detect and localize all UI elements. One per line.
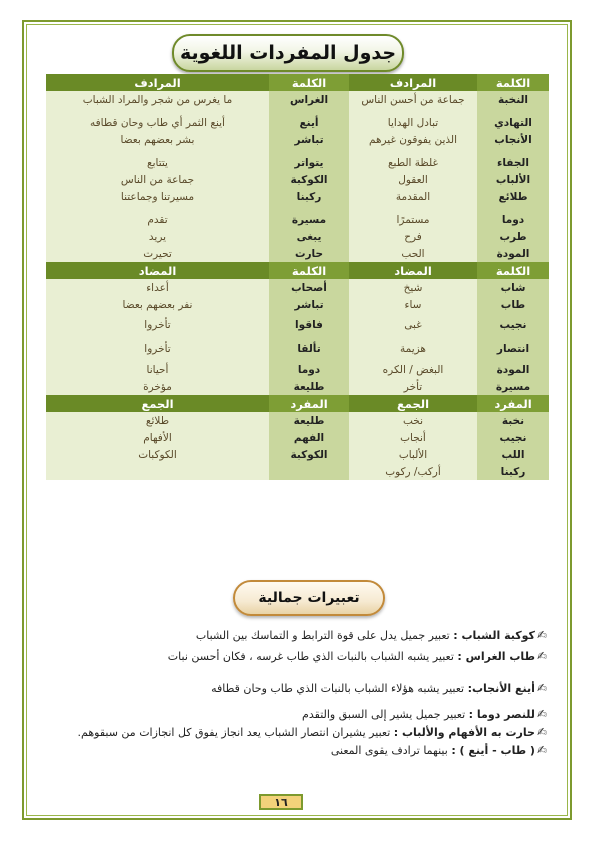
meaning-cell: طلائع — [46, 412, 269, 429]
table-row — [46, 91, 549, 108]
meaning-cell: تأخر — [349, 378, 477, 395]
table-row — [46, 131, 549, 148]
meaning-cell: العقول — [349, 171, 477, 188]
header-meaning: الجمع — [46, 395, 269, 412]
meaning-cell: تقدم — [46, 211, 269, 228]
meaning-cell: الألباب — [349, 446, 477, 463]
pen-icon: ✍ — [536, 681, 547, 695]
table-row — [46, 463, 549, 480]
pen-icon: ✍ — [536, 743, 547, 757]
meaning-cell: مسيرتنا وجماعتنا — [46, 188, 269, 205]
header-meaning: الجمع — [349, 395, 477, 412]
table-row — [46, 228, 549, 245]
header-word: الكلمة — [477, 262, 549, 279]
meaning-cell: بشر بعضهم بعضا — [46, 131, 269, 148]
word-cell: النخبة — [477, 91, 549, 108]
word-cell: فاقوا — [269, 313, 349, 337]
header-meaning: المرادف — [46, 74, 269, 91]
expression-term: حارت به الأفهام والألباب : — [393, 726, 535, 739]
table-row — [46, 171, 549, 188]
word-cell: ركبنا — [477, 463, 549, 480]
word-cell: اللب — [477, 446, 549, 463]
page-title: جدول المفردات اللغوية — [172, 34, 404, 72]
meaning-cell: غبى — [349, 313, 477, 337]
pen-icon: ✍ — [536, 707, 547, 721]
table-row — [46, 412, 549, 429]
meaning-cell: أينع الثمر أي طاب وحان قطافه — [46, 114, 269, 131]
expression-text: تعبير يشبه الشباب بالنبات الذي طاب غرسه ، فكان أحسن نبات — [167, 650, 458, 663]
expression-term: كوكبة الشباب : — [453, 629, 535, 642]
expression-item — [196, 628, 547, 642]
word-cell: تألقا — [269, 337, 349, 361]
meaning-cell: تحيرت — [46, 245, 269, 262]
meaning-cell: هزيمة — [349, 337, 477, 361]
word-cell: نجيب — [477, 313, 549, 337]
word-cell: مسيرة — [477, 378, 549, 395]
word-cell: الأنجاب — [477, 131, 549, 148]
meaning-cell: أنجاب — [349, 429, 477, 446]
meaning-cell: يريد — [46, 228, 269, 245]
table-row — [46, 279, 549, 296]
meaning-cell: المقدمة — [349, 188, 477, 205]
word-cell: دوما — [477, 211, 549, 228]
word-cell: الجفاء — [477, 154, 549, 171]
table-row — [46, 313, 549, 337]
meaning-cell: تأخروا — [46, 313, 269, 337]
word-cell: يتواتر — [269, 154, 349, 171]
word-cell: أصحاب — [269, 279, 349, 296]
word-cell: التهادي — [477, 114, 549, 131]
meaning-cell: نفر بعضهم بعضا — [46, 296, 269, 313]
word-cell: الكوكبة — [269, 171, 349, 188]
word-cell: المودة — [477, 361, 549, 378]
header-meaning: المضاد — [349, 262, 477, 279]
meaning-cell: أحيانا — [46, 361, 269, 378]
meaning-cell: ما يغرس من شجر والمراد الشباب — [46, 91, 269, 108]
word-cell: طلائع — [477, 188, 549, 205]
table-header-row — [46, 262, 549, 279]
meaning-cell: البغض / الكره — [349, 361, 477, 378]
word-cell: طليعة — [269, 412, 349, 429]
table-row — [46, 378, 549, 395]
expression-term: أينع الأنجاب: — [467, 682, 535, 695]
expression-text: بينهما ترادف يقوى المعنى — [330, 744, 452, 757]
table-row — [46, 446, 549, 463]
header-word: المفرد — [477, 395, 549, 412]
table-header-row — [46, 395, 549, 412]
word-cell: مسيرة — [269, 211, 349, 228]
word-cell: دوما — [269, 361, 349, 378]
expression-text: تعبير جميل يدل على قوة الترابط و التماسك بين الشباب — [195, 629, 454, 642]
word-cell — [269, 463, 349, 480]
word-cell: تباشر — [269, 131, 349, 148]
word-cell: طليعة — [269, 378, 349, 395]
meaning-cell: الذين يفوقون غيرهم — [349, 131, 477, 148]
word-cell: الفهم — [269, 429, 349, 446]
meaning-cell: يتتابع — [46, 154, 269, 171]
word-cell: المودة — [477, 245, 549, 262]
word-cell: طرب — [477, 228, 549, 245]
word-cell: نجيب — [477, 429, 549, 446]
table-header-row — [46, 74, 549, 91]
expression-item — [211, 681, 547, 695]
meaning-cell: جماعة من أحسن الناس — [349, 91, 477, 108]
expression-text: تعبير يشيران انتصار الشباب يعد انجاز يفوق كل انجازات من سبقوهم. — [77, 726, 394, 739]
header-word: الكلمة — [477, 74, 549, 91]
pen-icon: ✍ — [536, 649, 547, 663]
table-row — [46, 429, 549, 446]
expression-term: ( طاب - أينع ) : — [451, 744, 535, 757]
word-cell: شاب — [477, 279, 549, 296]
meaning-cell: تأخروا — [46, 337, 269, 361]
table-row — [46, 114, 549, 131]
word-cell: أينع — [269, 114, 349, 131]
pen-icon: ✍ — [536, 628, 547, 642]
meaning-cell: نخب — [349, 412, 477, 429]
word-cell: الألباب — [477, 171, 549, 188]
expression-item — [78, 725, 547, 739]
meaning-cell: الأفهام — [46, 429, 269, 446]
table-row — [46, 296, 549, 313]
header-word: الكلمة — [269, 262, 349, 279]
word-cell: تباشر — [269, 296, 349, 313]
header-word: الكلمة — [269, 74, 349, 91]
expression-item — [302, 707, 547, 721]
table-row — [46, 337, 549, 361]
word-cell: نخبة — [477, 412, 549, 429]
header-meaning: المرادف — [349, 74, 477, 91]
header-word: المفرد — [269, 395, 349, 412]
word-cell: حارت — [269, 245, 349, 262]
expression-item — [331, 743, 547, 757]
meaning-cell: أركب/ ركوب — [349, 463, 477, 480]
expression-term: للنصر دوما : — [468, 708, 535, 721]
vocabulary-table — [46, 74, 549, 480]
meaning-cell: الحب — [349, 245, 477, 262]
expression-text: تعبير يشبه هؤلاء الشباب بالنبات الذي طاب وحان قطافه — [211, 682, 468, 695]
table-row — [46, 211, 549, 228]
meaning-cell: ساء — [349, 296, 477, 313]
expression-text: تعبير جميل يشير إلى السبق والتقدم — [302, 708, 469, 721]
meaning-cell: مستمرًا — [349, 211, 477, 228]
word-cell: ركبنا — [269, 188, 349, 205]
meaning-cell: تبادل الهدايا — [349, 114, 477, 131]
table-row — [46, 154, 549, 171]
table-row — [46, 361, 549, 378]
expression-term: طاب الغراس : — [457, 650, 535, 663]
meaning-cell — [46, 463, 269, 480]
table-row — [46, 188, 549, 205]
word-cell: الغراس — [269, 91, 349, 108]
expressions-title: تعبيرات جمالية — [233, 580, 385, 616]
expression-item — [168, 649, 547, 663]
meaning-cell: فرح — [349, 228, 477, 245]
page-number: ١٦ — [259, 794, 303, 810]
meaning-cell: غلظة الطبع — [349, 154, 477, 171]
meaning-cell: الكوكبات — [46, 446, 269, 463]
meaning-cell: مؤخرة — [46, 378, 269, 395]
header-meaning: المضاد — [46, 262, 269, 279]
meaning-cell: أعداء — [46, 279, 269, 296]
meaning-cell: شيخ — [349, 279, 477, 296]
pen-icon: ✍ — [536, 725, 547, 739]
word-cell: انتصار — [477, 337, 549, 361]
meaning-cell: جماعة من الناس — [46, 171, 269, 188]
word-cell: طاب — [477, 296, 549, 313]
word-cell: الكوكبة — [269, 446, 349, 463]
word-cell: يبغى — [269, 228, 349, 245]
table-row — [46, 245, 549, 262]
